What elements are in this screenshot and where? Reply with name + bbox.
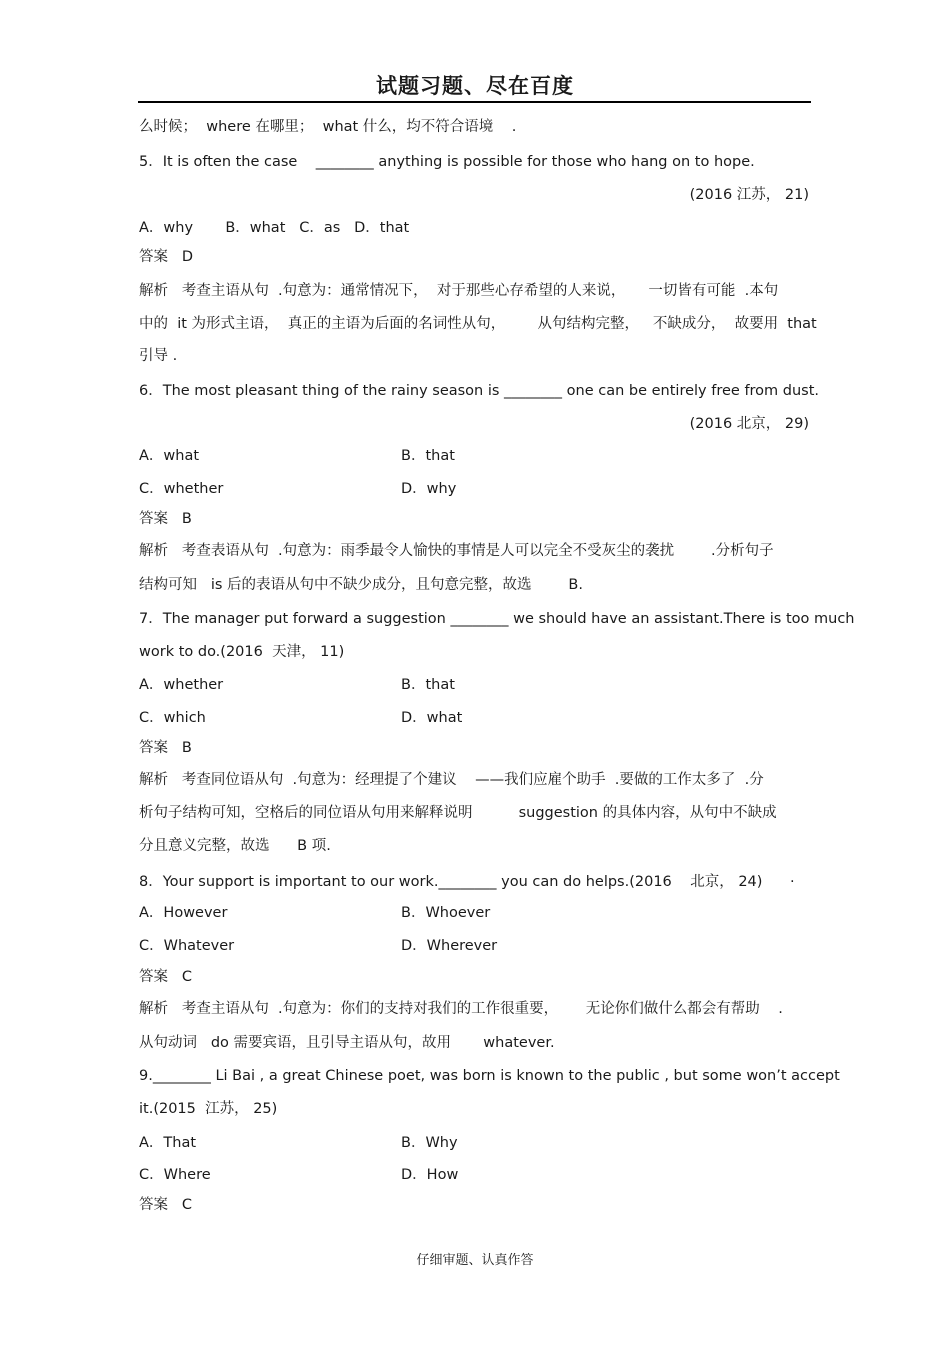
option-d: D．How bbox=[401, 1167, 459, 1183]
question-8-answer: 答案 C bbox=[139, 969, 192, 985]
option-a: A．what bbox=[139, 448, 200, 464]
question-7: 7．The manager put forward a suggestion ________ we should have an assistant.There is too much bbox=[139, 611, 855, 627]
question-6-source: (2016 北京， 29) bbox=[689, 416, 809, 432]
option-d: D．what bbox=[401, 710, 463, 726]
header-divider bbox=[138, 101, 811, 103]
page-footer: 仔细审题、认真作答 bbox=[416, 1253, 534, 1268]
option-c: C．Where bbox=[139, 1167, 211, 1183]
question-9-answer: 答案 C bbox=[139, 1197, 192, 1213]
option-a: A．That bbox=[139, 1135, 197, 1151]
question-9: it.(2015 江苏， 25) bbox=[139, 1101, 278, 1117]
option-b: B．Why bbox=[401, 1135, 458, 1151]
option-a: A．However bbox=[139, 905, 228, 921]
option-b: B．that bbox=[401, 448, 455, 464]
option-b: B．Whoever bbox=[401, 905, 491, 921]
question-8-explanation: 从句动词 do 需要宾语，且引导主语从句，故用 whatever. bbox=[139, 1035, 555, 1051]
question-5-explanation: 引导 . bbox=[139, 348, 178, 364]
question-7: work to do.(2016 天津， 11) bbox=[139, 644, 345, 660]
question-7-answer: 答案 B bbox=[139, 740, 192, 756]
question-5-explanation: 中的 it 为形式主语， 真正的主语为后面的名词性从句， 从句结构完整， 不缺成分， 故要用 that bbox=[139, 316, 817, 332]
question-7-explanation: 析句子结构可知，空格后的同位语从句用来解释说明 suggestion 的具体内容，从句中不缺成 bbox=[139, 805, 777, 821]
option-d: D．why bbox=[401, 481, 457, 497]
question-5-answer: 答案 D bbox=[139, 249, 193, 265]
option-d: D．Wherever bbox=[401, 938, 498, 954]
question-8: 8．Your support is important to our work.________ you can do helps.(2016 北京， 24) bbox=[139, 874, 763, 890]
question-7-explanation: 分且意义完整，故选 B 项. bbox=[139, 838, 331, 854]
option-c: C．whether bbox=[139, 481, 224, 497]
text-line: 么时候； where 在哪里； what 什么，均不符合语境 . bbox=[139, 119, 517, 135]
page-header-title: 试题习题、尽在百度 bbox=[376, 74, 574, 98]
option-c: C．Whatever bbox=[139, 938, 235, 954]
question-6-explanation: 解析 考查表语从句 .句意为：雨季最令人愉快的事情是人可以完全不受灰尘的袭扰 .分析句子 bbox=[139, 543, 774, 559]
question-6: 6．The most pleasant thing of the rainy season is ________ one can be entirely free from dust. bbox=[139, 383, 820, 399]
stray-dot: · bbox=[790, 874, 795, 890]
question-5: 5．It is often the case ________ anything is possible for those who hang on to hope. bbox=[139, 154, 755, 170]
question-5-explanation: 解析 考查主语从句 .句意为：通常情况下， 对于那些心存希望的人来说， 一切皆有可能 .本句 bbox=[139, 283, 779, 299]
question-6-explanation: 结构可知 is 后的表语从句中不缺少成分，且句意完整，故选 B. bbox=[139, 577, 583, 593]
option-c: C．which bbox=[139, 710, 206, 726]
option-a: A．whether bbox=[139, 677, 224, 693]
question-8-explanation: 解析 考查主语从句 .句意为：你们的支持对我们的工作很重要， 无论你们做什么都会有帮助 . bbox=[139, 1001, 783, 1017]
option-b: B．that bbox=[401, 677, 455, 693]
question-5-source: (2016 江苏， 21) bbox=[689, 187, 809, 203]
question-5-options: A．why B．what C．as D．that bbox=[139, 220, 410, 236]
question-6-answer: 答案 B bbox=[139, 511, 192, 527]
question-9: 9.________ Li Bai , a great Chinese poet, was born is known to the public , but some won’t accept bbox=[139, 1068, 840, 1084]
question-7-explanation: 解析 考查同位语从句 .句意为：经理提了个建议 ——我们应雇个助手 .要做的工作太多了 .分 bbox=[139, 772, 764, 788]
